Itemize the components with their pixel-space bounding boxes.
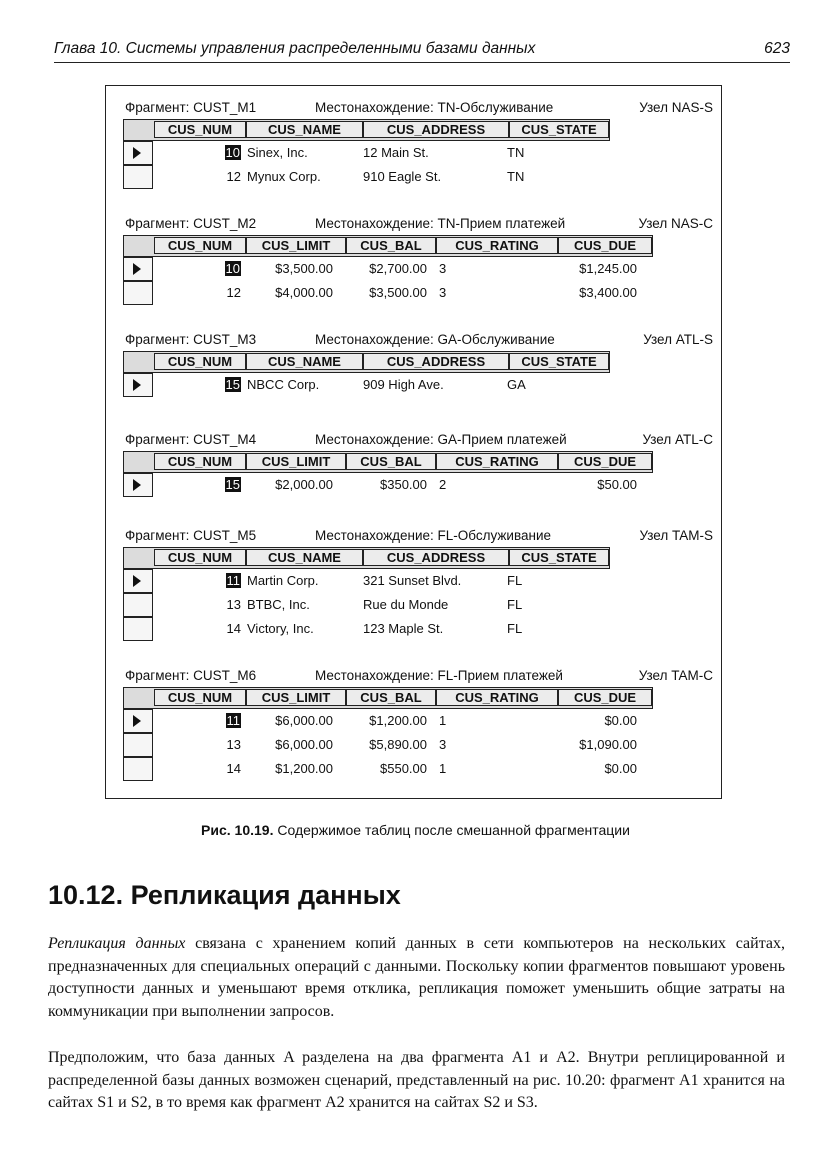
fragment-table — [123, 351, 610, 392]
current-cell: 15 — [225, 377, 240, 392]
table-cell: NBCC Corp. — [247, 377, 320, 392]
paragraph-scenario: Предположим, что база данных A разделена на два фрагмента A1 и A2. Внутри реплицированной и распределенной базы данных возможен сценарий, представленный на рис. 10.20: фрагмент A1 хранится на сайтах S1 и S2, в то время как фрагмент A2 хранится на сайтах S2 и S3. — [48, 1049, 785, 1111]
column-header: CUS_STATE — [509, 353, 609, 370]
table-cell: 14 — [226, 761, 241, 776]
table-cell: 13 — [226, 597, 241, 612]
table-cell: $2,000.00 — [275, 477, 333, 492]
column-header: CUS_RATING — [436, 689, 558, 706]
table-cell: $1,090.00 — [579, 737, 637, 752]
current-record-arrow-icon — [133, 263, 141, 275]
fragment-location: Местонахождение: FL-Обслуживание — [315, 528, 551, 543]
column-header: CUS_BAL — [346, 453, 436, 470]
table-cell — [153, 377, 241, 393]
table-header-row — [123, 351, 610, 373]
column-header: CUS_STATE — [509, 121, 609, 138]
fragment-node: Узел TAM-S — [639, 528, 713, 543]
record-selector[interactable] — [123, 281, 153, 305]
fragment-caption — [125, 432, 713, 448]
column-header: CUS_NAME — [246, 353, 363, 370]
table-header-row — [123, 451, 653, 473]
table-cell: 123 Maple St. — [363, 621, 444, 636]
table-cell: TN — [507, 169, 525, 184]
table-cell: TN — [507, 145, 525, 160]
page-number: 623 — [764, 40, 790, 57]
table-cell: 909 High Ave. — [363, 377, 444, 392]
section-title: 10.12. Репликация данных — [48, 880, 401, 910]
column-header: CUS_DUE — [558, 453, 652, 470]
record-selector[interactable] — [123, 569, 153, 593]
table-cell: $6,000.00 — [275, 737, 333, 752]
table-cell: 3 — [439, 261, 447, 276]
table-cell: 14 — [226, 621, 241, 636]
column-header: CUS_RATING — [436, 453, 558, 470]
column-header: CUS_RATING — [436, 237, 558, 254]
table-header-row — [123, 687, 653, 709]
column-header: CUS_LIMIT — [246, 689, 346, 706]
column-header: CUS_LIMIT — [246, 237, 346, 254]
fragment-caption — [125, 332, 713, 348]
paragraph-replication — [48, 933, 785, 1023]
column-header: CUS_NUM — [154, 121, 246, 138]
column-header: CUS_STATE — [509, 549, 609, 566]
fragment-location: Местонахождение: FL-Прием платежей — [315, 668, 563, 683]
fragment-caption — [125, 668, 713, 684]
fragment-node: Узел NAS-S — [639, 100, 713, 115]
fragment-name: Фрагмент: CUST_M1 — [125, 100, 257, 115]
fragment-name: Фрагмент: CUST_M4 — [125, 432, 257, 447]
table-cell: Sinex, Inc. — [247, 145, 308, 160]
fragment-caption — [125, 100, 713, 116]
fragment-node: Узел ATL-C — [642, 432, 713, 447]
column-header: CUS_NUM — [154, 689, 246, 706]
column-header: CUS_NUM — [154, 549, 246, 566]
table-cell: GA — [507, 377, 526, 392]
current-record-arrow-icon — [133, 715, 141, 727]
table-cell: $2,700.00 — [369, 261, 427, 276]
current-cell: 15 — [225, 477, 240, 492]
table-cell: $0.00 — [604, 761, 637, 776]
column-header: CUS_ADDRESS — [363, 353, 509, 370]
record-selector[interactable] — [123, 141, 153, 165]
record-selector[interactable] — [123, 617, 153, 641]
fragment-table — [123, 547, 610, 636]
column-header: CUS_NAME — [246, 121, 363, 138]
table-cell: $3,500.00 — [369, 285, 427, 300]
current-record-arrow-icon — [133, 147, 141, 159]
column-header: CUS_LIMIT — [246, 453, 346, 470]
figure-caption-text: Содержимое таблиц после смешанной фрагментации — [277, 822, 630, 838]
table-cell: 910 Eagle St. — [363, 169, 442, 184]
chapter-title: Глава 10. Системы управления распределенными базами данных — [54, 40, 536, 57]
table-cell: 2 — [439, 477, 447, 492]
table-header-row — [123, 235, 653, 257]
figure-label: Рис. 10.19. — [201, 822, 274, 838]
current-record-arrow-icon — [133, 379, 141, 391]
current-cell: 10 — [225, 145, 240, 160]
current-cell: 11 — [226, 713, 240, 728]
table-cell: 1 — [439, 713, 447, 728]
table-cell — [153, 261, 241, 277]
table-cell: FL — [507, 597, 523, 612]
table-cell: FL — [507, 573, 523, 588]
table-cell: Martin Corp. — [247, 573, 319, 588]
table-cell: $6,000.00 — [275, 713, 333, 728]
column-header: CUS_ADDRESS — [363, 549, 509, 566]
table-cell: 12 — [226, 285, 241, 300]
fragment-name: Фрагмент: CUST_M3 — [125, 332, 257, 347]
table-cell: $1,200.00 — [369, 713, 427, 728]
record-selector[interactable] — [123, 373, 153, 397]
table-cell: $3,400.00 — [579, 285, 637, 300]
table-cell: BTBC, Inc. — [247, 597, 310, 612]
term-replication: Репликация данных — [48, 935, 186, 952]
table-header-row — [123, 547, 610, 569]
record-selector[interactable] — [123, 709, 153, 733]
fragment-name: Фрагмент: CUST_M5 — [125, 528, 257, 543]
table-cell: Victory, Inc. — [247, 621, 314, 636]
fragment-node: Узел TAM-C — [638, 668, 713, 683]
column-header: CUS_ADDRESS — [363, 121, 509, 138]
record-selector[interactable] — [123, 257, 153, 281]
fragment-caption — [125, 216, 713, 232]
current-cell: 10 — [225, 261, 240, 276]
table-cell: $350.00 — [380, 477, 427, 492]
fragment-location: Местонахождение: GA-Обслуживание — [315, 332, 555, 347]
fragment-caption — [125, 528, 713, 544]
table-cell: $1,200.00 — [275, 761, 333, 776]
current-record-arrow-icon — [133, 575, 141, 587]
record-selector[interactable] — [123, 473, 153, 497]
fragment-table — [123, 235, 653, 300]
figure-caption — [0, 822, 831, 838]
table-cell: $4,000.00 — [275, 285, 333, 300]
fragment-location: Местонахождение: GA-Прием платежей — [315, 432, 567, 447]
table-cell: 3 — [439, 737, 447, 752]
column-header: CUS_BAL — [346, 237, 436, 254]
table-cell: 1 — [439, 761, 447, 776]
table-cell: 13 — [226, 737, 241, 752]
record-selector[interactable] — [123, 165, 153, 189]
column-header: CUS_NUM — [154, 453, 246, 470]
current-cell: 11 — [226, 573, 240, 588]
table-cell: $550.00 — [380, 761, 427, 776]
paragraph-replication-text: связана с хранением копий данных в сети компьютеров на нескольких сайтах, предназначенных для специальных операций с данными. Поскольку копии фрагментов повышают уровень доступности данных и уменьшают время отклика, репликация поможет уменьшить общие затраты на коммуникации при выполнении запросов. — [48, 935, 785, 1020]
table-cell — [153, 145, 241, 161]
fragment-name: Фрагмент: CUST_M6 — [125, 668, 257, 683]
table-cell: $0.00 — [604, 713, 637, 728]
fragment-location: Местонахождение: TN-Обслуживание — [315, 100, 554, 115]
fragment-name: Фрагмент: CUST_M2 — [125, 216, 257, 231]
table-cell: Mynux Corp. — [247, 169, 321, 184]
table-cell: Rue du Monde — [363, 597, 449, 612]
fragment-location: Местонахождение: TN-Прием платежей — [315, 216, 566, 231]
table-cell: $5,890.00 — [369, 737, 427, 752]
current-record-arrow-icon — [133, 479, 141, 491]
record-selector[interactable] — [123, 733, 153, 757]
table-cell: 12 — [226, 169, 241, 184]
table-cell: FL — [507, 621, 523, 636]
fragment-node: Узел NAS-C — [638, 216, 713, 231]
record-selector[interactable] — [123, 593, 153, 617]
figure-fragments — [105, 85, 722, 799]
table-cell — [153, 573, 241, 589]
column-header: CUS_NAME — [246, 549, 363, 566]
running-header — [54, 38, 790, 63]
column-header: CUS_NUM — [154, 353, 246, 370]
table-header-row — [123, 119, 610, 141]
table-cell: 3 — [439, 285, 447, 300]
table-cell: $1,245.00 — [579, 261, 637, 276]
table-cell: 321 Sunset Blvd. — [363, 573, 462, 588]
table-cell: $50.00 — [597, 477, 637, 492]
fragment-table — [123, 119, 610, 184]
column-header: CUS_BAL — [346, 689, 436, 706]
column-header: CUS_DUE — [558, 237, 652, 254]
record-selector[interactable] — [123, 757, 153, 781]
fragment-node: Узел ATL-S — [643, 332, 713, 347]
fragment-table — [123, 687, 653, 776]
table-cell: $3,500.00 — [275, 261, 333, 276]
table-cell: 12 Main St. — [363, 145, 429, 160]
column-header: CUS_DUE — [558, 689, 652, 706]
table-cell — [153, 477, 241, 493]
fragment-table — [123, 451, 653, 492]
column-header: CUS_NUM — [154, 237, 246, 254]
table-cell — [153, 713, 241, 729]
